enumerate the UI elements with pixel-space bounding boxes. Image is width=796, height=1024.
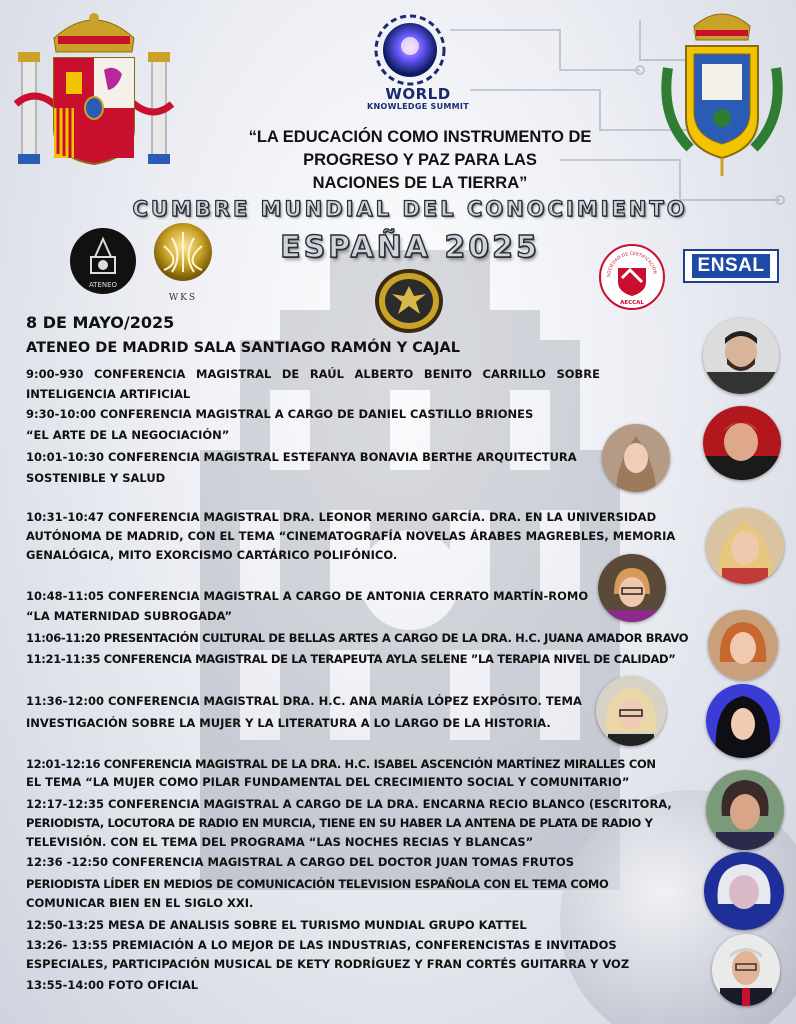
regional-coat-of-arms-icon: [660, 8, 784, 178]
program-line: 13:55-14:00 FOTO OFICIAL: [26, 978, 199, 992]
speaker-photo: [706, 770, 784, 850]
program-line: 9:30-10:00 CONFERENCIA MAGISTRAL A CARGO DE DANIEL CASTILLO BRIONES: [26, 407, 534, 421]
event-venue: ATENEO DE MADRID SALA SANTIAGO RAMÓN Y CAJAL: [26, 340, 460, 356]
event-date: 8 DE MAYO/2025: [26, 313, 175, 332]
world-knowledge-summit-logo-icon: [364, 12, 456, 88]
speaker-photo: [706, 508, 784, 584]
speaker-photo: [704, 852, 784, 930]
program-line: 10:01-10:30 CONFERENCIA MAGISTRAL ESTEFANYA BONAVIA BERTHE ARQUITECTURA: [26, 450, 577, 464]
aeccal-ring-text: SOCIEDAD DE CERTIFICACIÓN: [606, 251, 657, 278]
speaker-photo: [596, 676, 666, 746]
speaker-photo: [706, 684, 780, 758]
program-line: 11:06-11:20 PRESENTACIÓN CULTURAL DE BELLAS ARTES A CARGO DE LA DRA. H.C. JUANA AMADOR BRAVO: [26, 631, 689, 645]
wks-logo-line1: WORLD: [385, 85, 451, 103]
program-line: COMUNICAR BIEN EN EL SIGLO XXI.: [26, 896, 254, 910]
program-line: PERIODISTA, LOCUTORA DE RADIO EN MURCIA, TIENE EN SU HABER LA ANTENA DE PLATA DE RADIO Y: [26, 816, 653, 830]
slogan-line-2: PROGRESO Y PAZ PARA LAS: [303, 151, 537, 169]
speaker-photo: [712, 934, 780, 1006]
program-line: AUTÓNOMA DE MADRID, CON EL TEMA “CINEMATOGRAFÍA NOVELAS ÁRABES MAGREBLES, MEMORIA: [26, 529, 676, 543]
speaker-photo: [708, 610, 778, 680]
ensal-logo: [683, 249, 779, 283]
program-line: GENALÓGICA, MITO EXORCISMO CARTÁRICO POLIFÓNICO.: [26, 548, 398, 562]
program-line: 13:26- 13:55 PREMIACIÓN A LO MEJOR DE LAS INDUSTRIAS, CONFERENCISTAS E INVITADOS: [26, 938, 617, 952]
speaker-photo: [703, 406, 781, 480]
aeccal-logo-icon: [598, 244, 666, 310]
program-line: INVESTIGACIÓN SOBRE LA MUJER Y LA LITERATURA A LO LARGO DE LA HISTORIA.: [26, 716, 551, 730]
program-line: 12:36 -12:50 CONFERENCIA MAGISTRAL A CARGO DEL DOCTOR JUAN TOMAS FRUTOS: [26, 855, 575, 869]
summit-subtitle: ESPAÑA 2025: [280, 230, 540, 265]
spain-coat-of-arms-icon: [14, 8, 174, 168]
program-line: INTELIGENCIA ARTIFICIAL: [26, 387, 191, 401]
program-line: EL TEMA “LA MUJER COMO PILAR FUNDAMENTAL DEL CRECIMIENTO SOCIAL Y COMUNITARIO”: [26, 775, 630, 789]
slogan-line-1: “LA EDUCACIÓN COMO INSTRUMENTO DE: [248, 128, 592, 146]
program-line: “LA MATERNIDAD SUBROGADA”: [26, 609, 233, 623]
program-line: PERIODISTA LÍDER EN MEDIOS DE COMUNICACIÓN TELEVISION ESPAÑOLA CON EL TEMA COMO: [26, 877, 609, 891]
summit-title: CUMBRE MUNDIAL DEL CONOCIMIENTO: [132, 197, 688, 221]
program-line: “EL ARTE DE LA NEGOCIACIÓN”: [26, 428, 230, 442]
program-line: 11:21-11:35 CONFERENCIA MAGISTRAL DE LA TERAPEUTA AYLA SELENE ”LA TERAPIA NIVEL DE CALIDAD”: [26, 652, 676, 666]
program-line: 9:00-930 CONFERENCIA MAGISTRAL DE RAÚL ALBERTO BENITO CARRILLO SOBRE: [26, 367, 600, 381]
ensal-label: ENSAL: [692, 254, 771, 278]
wks-logo-line2: KNOWLEDGE SUMMIT: [367, 102, 469, 111]
wks-gold-logo-label: WKS: [168, 293, 198, 303]
summit-slogan: [210, 126, 630, 195]
speaker-photo: [602, 424, 670, 492]
ateneo-logo-label: ATENEO: [88, 281, 118, 289]
aeccal-label: AECCAL: [620, 300, 644, 306]
ateneo-logo-icon: [69, 227, 137, 295]
program-line: 10:48-11:05 CONFERENCIA MAGISTRAL A CARGO DE ANTONIA CERRATO MARTÍN-ROMO: [26, 589, 589, 603]
program-line: 12:01-12:16 CONFERENCIA MAGISTRAL DE LA DRA. H.C. ISABEL ASCENCIÓN MARTÍNEZ MIRALLES CON: [26, 757, 656, 771]
program-line: 12:50-13:25 MESA DE ANALISIS SOBRE EL TURISMO MUNDIAL GRUPO KATTEL: [26, 918, 527, 932]
eagle-seal-icon: [374, 268, 444, 334]
wks-gold-logo-icon: [152, 222, 214, 304]
program-line: TELEVISIÓN. CON EL TEMA DEL PROGRAMA “LAS NOCHES RECIAS Y BLANCAS”: [26, 835, 534, 849]
speaker-photo: [703, 318, 779, 394]
program-line: 12:17-12:35 CONFERENCIA MAGISTRAL A CARGO DE LA DRA. ENCARNA RECIO BLANCO (ESCRITORA,: [26, 797, 672, 811]
slogan-line-3: NACIONES DE LA TIERRA”: [312, 174, 528, 192]
program-line: SOSTENIBLE Y SALUD: [26, 471, 166, 485]
speaker-photo: [598, 554, 666, 622]
program-line: 11:36-12:00 CONFERENCIA MAGISTRAL DRA. H.C. ANA MARÍA LÓPEZ EXPÓSITO. TEMA: [26, 694, 582, 708]
program-line: 10:31-10:47 CONFERENCIA MAGISTRAL DRA. LEONOR MERINO GARCÍA. DRA. EN LA UNIVERSIDAD: [26, 510, 657, 524]
program-line: ESPECIALES, PARTICIPACIÓN MUSICAL DE KETY RODRÍGUEZ Y FRAN CORTÉS GUITARRA Y VOZ: [26, 957, 630, 971]
wks-logo-text: [356, 86, 480, 112]
